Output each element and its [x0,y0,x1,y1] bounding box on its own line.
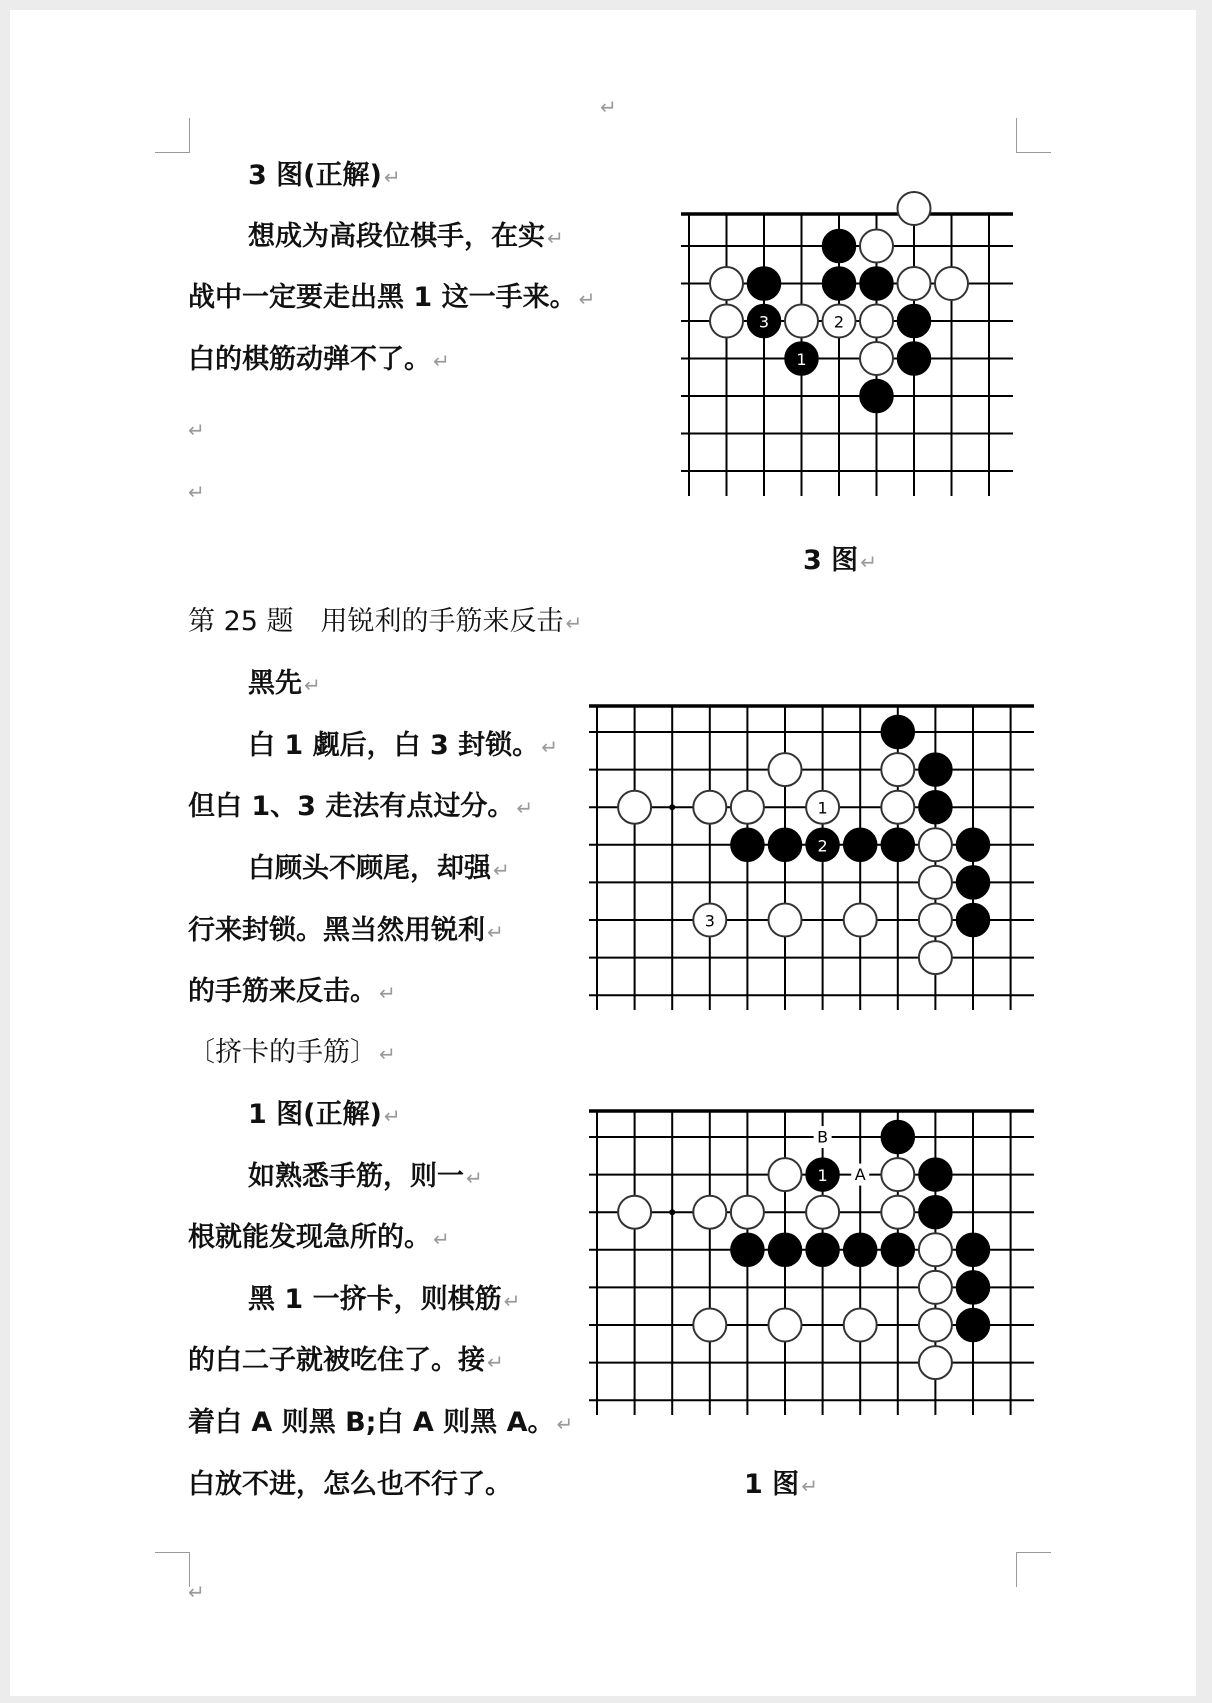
section2-line: 着白 A 则黑 B;白 A 则黑 A。 ↵ [188,1407,574,1438]
black-stone [748,267,781,300]
section2-line: 根就能发现急所的。 ↵ [188,1222,450,1253]
figure-1-caption: 1 图 ↵ [744,1469,818,1500]
white-stone [693,791,726,824]
tesuji-subtitle: 〔挤卡的手筋〕 ↵ [188,1037,396,1068]
white-stone [710,267,743,300]
hoshi-dot [669,804,675,810]
black-stone [844,828,877,861]
go-board-figure-1 [584,1103,1034,1423]
black-stone [823,267,856,300]
black-stone [919,1196,952,1229]
white-stone [919,1233,952,1266]
problem-line: 但白 1、3 走法有点过分。 ↵ [188,791,534,822]
section2-line: 的白二子就被吃住了。接 ↵ [188,1345,504,1376]
document-page [10,10,1196,1696]
section1-line: 战中一定要走出黑 1 这一手来。 ↵ [188,282,596,313]
white-stone [844,904,877,937]
move-number: 3 [704,911,715,931]
white-stone [710,305,743,338]
black-stone [957,866,990,899]
white-stone [860,342,893,375]
problem-line: 白顾头不顾尾，却强 ↵ [248,853,510,884]
bottom-paragraph-mark: ↵ [188,1580,205,1604]
section2-line: 如熟悉手筋，则一 ↵ [248,1161,483,1192]
black-stone [731,828,764,861]
white-stone [844,1309,877,1342]
white-stone [919,1271,952,1304]
black-stone [957,828,990,861]
crop-mark-top-right [1016,118,1051,153]
white-stone [919,1346,952,1379]
white-stone [860,305,893,338]
problem-line: 的手筋来反击。 ↵ [188,976,396,1007]
section1-line: 想成为高段位棋手，在实 ↵ [248,221,564,252]
go-board-problem-25 [584,698,1034,1018]
black-stone [919,791,952,824]
black-stone [769,828,802,861]
white-stone [935,267,968,300]
white-stone [881,753,914,786]
white-stone [769,1309,802,1342]
white-stone [693,1196,726,1229]
white-stone [919,941,952,974]
problem-line: 白 1 觑后，白 3 封锁。 ↵ [248,730,558,761]
move-number: 2 [833,312,845,332]
white-stone [919,904,952,937]
section1-line: 白的棋筋动弹不了。 ↵ [188,344,450,375]
black-stone [731,1233,764,1266]
board-label-A: A [854,1165,866,1185]
crop-mark-bottom-left [155,1552,190,1587]
section2-heading: 1 图(正解) ↵ [248,1099,401,1130]
move-number: 1 [796,350,807,369]
black-stone [898,342,931,375]
board-label-B: B [817,1127,829,1147]
black-stone [860,380,893,413]
black-stone [881,828,914,861]
crop-mark-top-left [155,118,190,153]
white-stone [785,305,818,338]
empty-paragraph-mark: ↵ [188,418,205,442]
black-stone [806,1233,839,1266]
white-stone [919,828,952,861]
white-stone [919,1309,952,1342]
white-stone [769,1158,802,1191]
white-stone [860,230,893,263]
black-stone [919,1158,952,1191]
white-stone [881,1158,914,1191]
black-stone [823,230,856,263]
black-stone [881,1233,914,1266]
move-number: 3 [758,312,770,332]
white-stone [693,1309,726,1342]
problem-line: 行来封锁。黑当然用锐利 ↵ [188,915,504,946]
white-stone [881,1196,914,1229]
empty-paragraph-mark: ↵ [188,480,205,504]
section2-line: 黑 1 一挤卡，则棋筋 ↵ [248,1284,521,1315]
white-stone [618,791,651,824]
white-stone [769,753,802,786]
black-stone [881,716,914,749]
move-number: 1 [817,1166,828,1186]
black-stone [881,1121,914,1154]
black-stone [957,904,990,937]
white-stone [618,1196,651,1229]
to-play: 黑先 ↵ [248,668,321,699]
white-stone [898,192,931,225]
crop-mark-bottom-right [1016,1552,1051,1587]
hoshi-dot [669,1209,675,1215]
white-stone [919,866,952,899]
white-stone [731,791,764,824]
black-stone [844,1233,877,1266]
move-number: 1 [817,798,828,818]
white-stone [806,1196,839,1229]
white-stone [898,267,931,300]
section2-line: 白放不进，怎么也不行了。 [188,1469,512,1500]
top-paragraph-mark: ↵ [600,95,617,119]
black-stone [957,1233,990,1266]
black-stone [860,267,893,300]
black-stone [898,305,931,338]
white-stone [731,1196,764,1229]
black-stone [769,1233,802,1266]
black-stone [919,753,952,786]
section1-heading: 3 图(正解) ↵ [248,160,401,191]
move-number: 2 [817,836,828,856]
white-stone [881,791,914,824]
black-stone [957,1309,990,1342]
problem-title: 第 25 题 用锐利的手筋来反击 ↵ [188,606,583,637]
white-stone [769,904,802,937]
go-board-figure-3 [673,186,1013,504]
figure-3-caption: 3 图 ↵ [803,545,877,576]
black-stone [957,1271,990,1304]
